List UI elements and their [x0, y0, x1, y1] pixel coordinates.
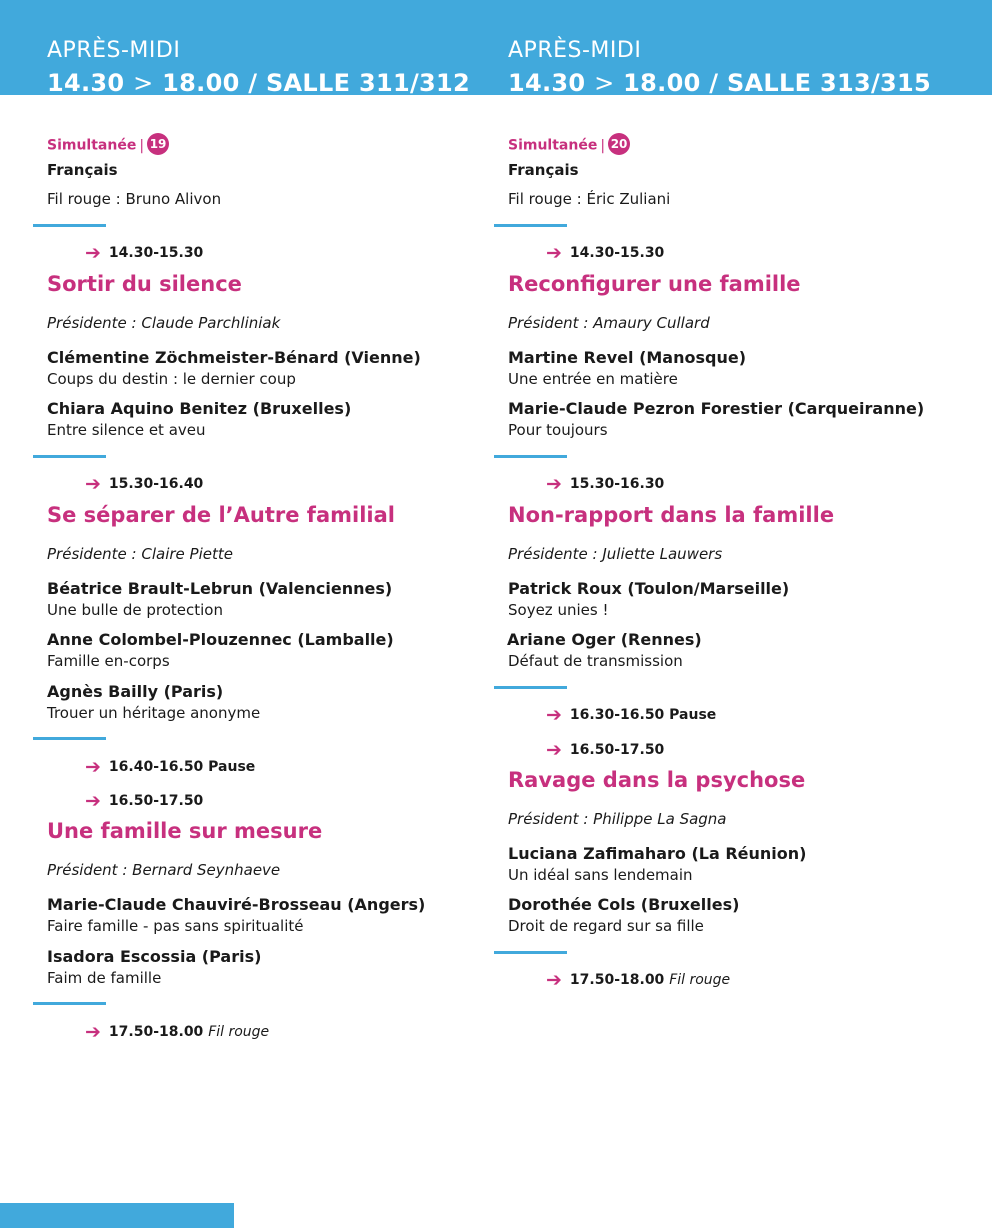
right-s1-talk-1: Une entrée en matière [508, 370, 678, 388]
right-simultanee [508, 136, 630, 155]
right-separator-1 [494, 224, 567, 227]
right-s2-talk-2: Défaut de transmission [508, 652, 683, 670]
left-s2-talk-1: Une bulle de protection [47, 601, 223, 619]
arrow-right-icon: ➔ [85, 756, 101, 778]
right-s3-president: Président : Philippe La Sagna [508, 810, 727, 828]
left-s2-talk-2: Famille en-corps [47, 652, 170, 670]
right-fil-rouge: Fil rouge : Éric Zuliani [508, 190, 671, 208]
right-language: Français [508, 161, 579, 179]
right-separator-2 [494, 455, 567, 458]
left-s2-president: Présidente : Claire Piette [47, 545, 233, 563]
right-s2-speaker-1: Patrick Roux (Toulon/Marseille) [508, 579, 790, 598]
right-s3-talk-1: Un idéal sans lendemain [508, 866, 693, 884]
left-final-label: Fil rouge [208, 1024, 270, 1040]
arrow-right-icon: ➔ [85, 473, 101, 495]
left-s3-time [85, 790, 203, 812]
left-s2-talk-3: Trouer un héritage anonyme [47, 704, 261, 722]
left-s3-speaker-2: Isadora Escossia (Paris) [47, 947, 262, 966]
right-s1-president: Président : Amaury Cullard [508, 314, 710, 332]
left-s3-talk-1: Faire famille - pas sans spiritualité [47, 917, 304, 935]
left-s1-speaker-1: Clémentine Zöchmeister-Bénard (Vienne) [47, 348, 421, 367]
left-s1-title: Sortir du silence [47, 272, 242, 296]
left-s1-talk-2: Entre silence et aveu [47, 421, 206, 439]
right-s3-talk-2: Droit de regard sur sa fille [508, 917, 704, 935]
left-fil-rouge: Fil rouge : Bruno Alivon [47, 190, 222, 208]
arrow-right-icon: ➔ [546, 473, 562, 495]
right-s3-speaker-1: Luciana Zafimaharo (La Réunion) [508, 844, 807, 863]
right-s1-speaker-1: Martine Revel (Manosque) [508, 348, 747, 367]
right-s1-talk-2: Pour toujours [508, 421, 608, 439]
right-column [461, 0, 925, 1228]
right-s3-time [546, 739, 664, 761]
left-separator-2 [33, 455, 106, 458]
right-s1-time-text: 14.30-15.30 [569, 245, 665, 261]
left-s2-time-text: 15.30-16.40 [108, 476, 204, 492]
right-simul-bar: | [600, 137, 606, 154]
left-separator-3 [33, 737, 106, 740]
right-header-time-rest: 18.00 / SALLE 313/315 [623, 69, 932, 97]
right-s3-title: Ravage dans la psychose [508, 768, 806, 792]
left-column [0, 0, 460, 1228]
left-simul-bar: | [139, 137, 145, 154]
right-separator-4 [494, 951, 567, 954]
left-s1-talk-1: Coups du destin : le dernier coup [47, 370, 296, 388]
bottom-bar [0, 1203, 234, 1228]
arrow-right-icon: ➔ [546, 242, 562, 264]
left-pause [85, 756, 255, 778]
left-final [85, 1021, 269, 1043]
left-pause-text: 16.40-16.50 Pause [108, 759, 256, 775]
right-s2-president: Présidente : Juliette Lauwers [508, 545, 723, 563]
arrow-right-icon: ➔ [85, 242, 101, 264]
right-s1-title: Reconfigurer une famille [508, 272, 801, 296]
left-s1-speaker-2: Chiara Aquino Benitez (Bruxelles) [47, 399, 352, 418]
right-s3-speaker-2: Dorothée Cols (Bruxelles) [508, 895, 740, 914]
right-final-time: 17.50-18.00 [569, 972, 665, 988]
right-s2-speaker-2: Ariane Oger (Rennes) [507, 630, 702, 649]
right-header-time-start: 14.30 [508, 69, 586, 97]
left-s3-president: Président : Bernard Seynhaeve [47, 861, 281, 879]
left-s2-title: Se séparer de l’Autre familial [47, 503, 395, 527]
right-s1-time [546, 242, 664, 264]
right-s1-speaker-2: Marie-Claude Pezron Forestier (Carqueiranne) [508, 399, 925, 418]
left-s1-time-text: 14.30-15.30 [108, 245, 204, 261]
right-s2-talk-1: Soyez unies ! [508, 601, 609, 619]
right-header-time-sep: > [594, 69, 615, 97]
right-pause-text: 16.30-16.50 Pause [569, 707, 717, 723]
left-s2-speaker-2: Anne Colombel-Plouzennec (Lamballe) [47, 630, 394, 649]
left-header-time-rest: 18.00 / SALLE 311/312 [162, 69, 471, 97]
left-header-label: APRÈS-MIDI [47, 38, 181, 63]
left-simultanee [47, 136, 169, 155]
left-separator-4 [33, 1002, 106, 1005]
right-s2-time [546, 473, 664, 495]
right-s3-time-text: 16.50-17.50 [569, 742, 665, 758]
arrow-right-icon: ➔ [85, 790, 101, 812]
left-s2-time [85, 473, 203, 495]
left-session-number-badge: 19 [147, 133, 169, 155]
left-s3-talk-2: Faim de famille [47, 969, 162, 987]
right-header-label: APRÈS-MIDI [508, 38, 642, 63]
left-header-time-start: 14.30 [47, 69, 125, 97]
left-final-time: 17.50-18.00 [108, 1024, 204, 1040]
arrow-right-icon: ➔ [546, 704, 562, 726]
right-s2-time-text: 15.30-16.30 [569, 476, 665, 492]
left-separator-1 [33, 224, 106, 227]
left-s3-title: Une famille sur mesure [47, 819, 323, 843]
left-language: Français [47, 161, 118, 179]
arrow-right-icon: ➔ [546, 969, 562, 991]
right-s2-title: Non-rapport dans la famille [508, 503, 835, 527]
arrow-right-icon: ➔ [546, 739, 562, 761]
right-session-number-badge: 20 [608, 133, 630, 155]
left-s3-time-text: 16.50-17.50 [108, 793, 204, 809]
left-s2-speaker-1: Béatrice Brault-Lebrun (Valenciennes) [47, 579, 393, 598]
left-simul-label: Simultanée [47, 137, 137, 154]
right-separator-3 [494, 686, 567, 689]
arrow-right-icon: ➔ [85, 1021, 101, 1043]
right-final [546, 969, 730, 991]
left-s2-speaker-3: Agnès Bailly (Paris) [47, 682, 224, 701]
left-s3-speaker-1: Marie-Claude Chauviré-Brosseau (Angers) [47, 895, 426, 914]
left-s1-president: Présidente : Claude Parchliniak [47, 314, 281, 332]
left-s1-time [85, 242, 203, 264]
right-simul-label: Simultanée [508, 137, 598, 154]
right-pause [546, 704, 716, 726]
right-final-label: Fil rouge [669, 972, 731, 988]
left-header-time-sep: > [133, 69, 154, 97]
